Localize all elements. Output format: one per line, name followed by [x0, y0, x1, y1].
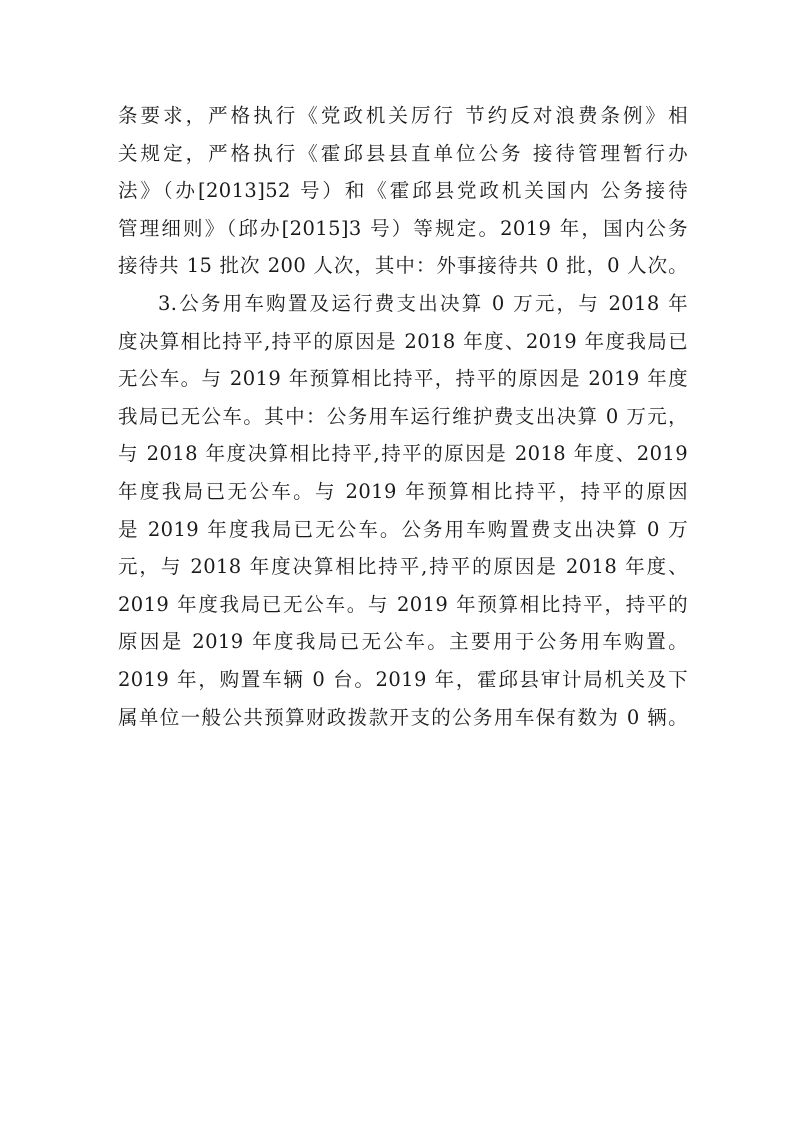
- text-line: 原因是 2019 年度我局已无公车。主要用于公务用车购置。: [118, 630, 688, 654]
- text-line: 条要求，严格执行《党政机关厉行 节约反对浪费条例》相: [118, 104, 688, 127]
- text-line: 2019 年度我局已无公车。与 2019 年预算相比持平，持平的: [118, 592, 688, 616]
- text-line: 属单位一般公共预算财政拨款开支的公务用车保有数为 0 辆。: [118, 705, 688, 729]
- text-line: 法》（办[2013]52 号）和《霍邱县党政机关国内 公务接待: [118, 179, 688, 203]
- text-line: 管理细则》（邱办[2015]3 号）等规定。2019 年，国内公务: [118, 216, 688, 240]
- text-line: 度决算相比持平,持平的原因是 2018 年度、2019 年度我局已: [118, 329, 688, 353]
- text-line-paragraph-start: 3.公务用车购置及运行费支出决算 0 万元，与 2018 年: [158, 291, 688, 315]
- text-line: 2019 年，购置车辆 0 台。2019 年，霍邱县审计局机关及下: [118, 667, 688, 691]
- text-line: 元，与 2018 年度决算相比持平,持平的原因是 2018 年度、: [118, 555, 688, 579]
- text-line: 接待共 15 批次 200 人次，其中：外事接待共 0 批，0 人次。: [118, 254, 688, 278]
- text-line: 无公车。与 2019 年预算相比持平，持平的原因是 2019 年度: [118, 367, 688, 391]
- text-line: 与 2018 年度决算相比持平,持平的原因是 2018 年度、2019: [118, 442, 688, 466]
- body-text: [118, 97, 688, 736]
- text-line: 是 2019 年度我局已无公车。公务用车购置费支出决算 0 万: [118, 517, 688, 541]
- text-line: 我局已无公车。其中：公务用车运行维护费支出决算 0 万元，: [118, 404, 688, 428]
- text-line: 关规定，严格执行《霍邱县县直单位公务 接待管理暂行办: [118, 141, 688, 165]
- text-line: 年度我局已无公车。与 2019 年预算相比持平，持平的原因: [118, 479, 688, 503]
